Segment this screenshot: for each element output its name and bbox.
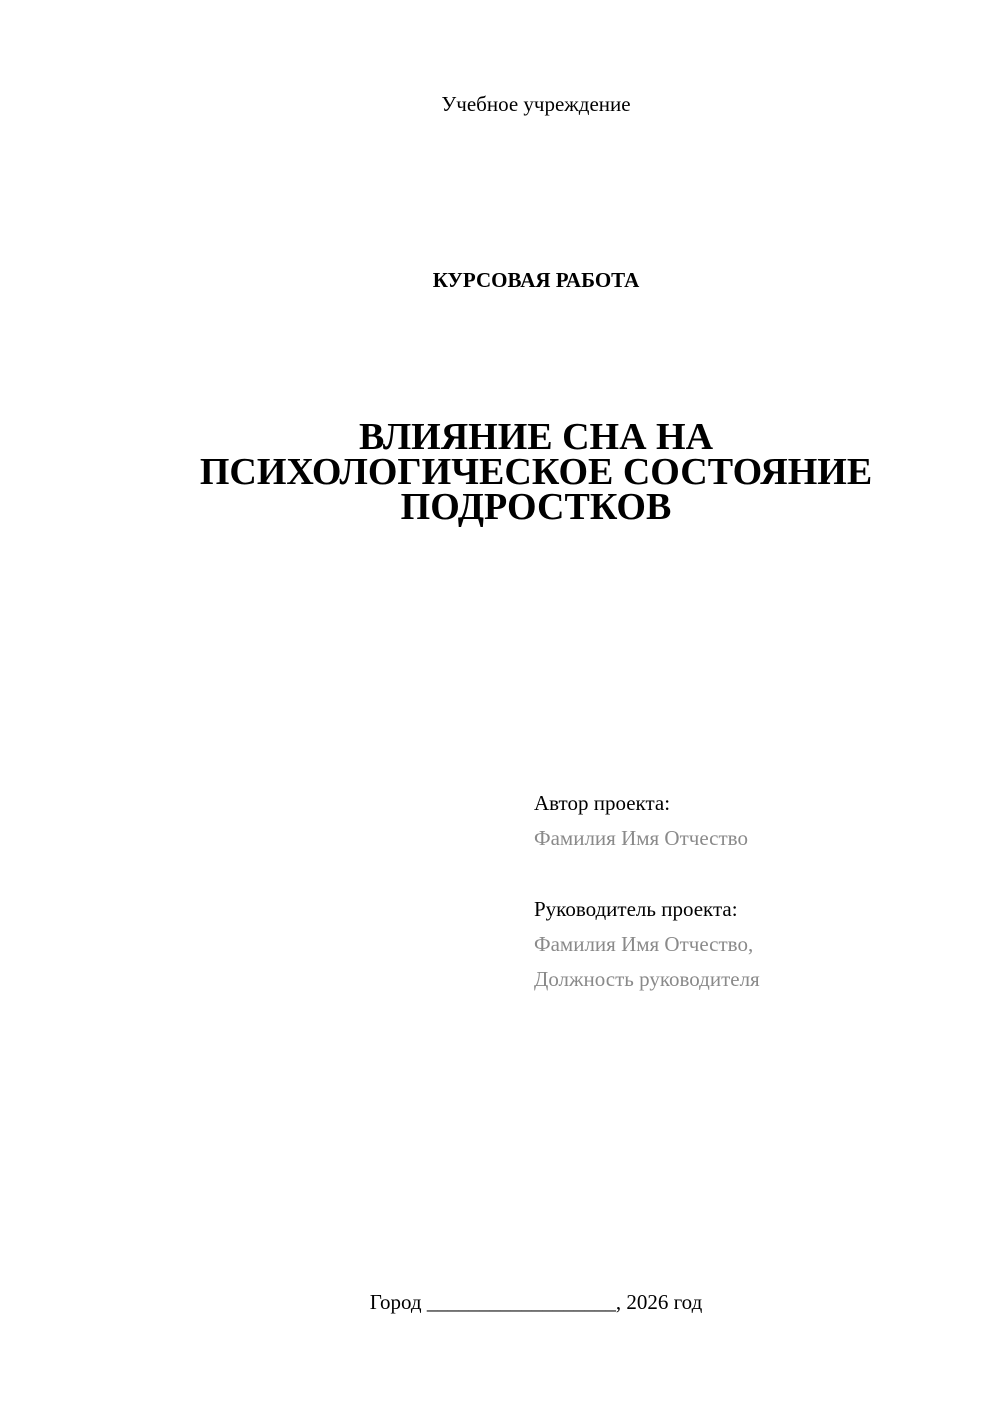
document-title xyxy=(0,416,1000,528)
city-year-line xyxy=(0,1290,1000,1315)
title-line: ПСИХОЛОГИЧЕСКОЕ СОСТОЯНИЕ xyxy=(199,451,873,493)
supervisor-name: Фамилия Имя Отчество, xyxy=(534,932,754,956)
city-blank: __________________ xyxy=(426,1290,616,1314)
author-label: Автор проекта: xyxy=(534,791,671,815)
city-label: Город xyxy=(369,1290,427,1314)
year: , 2026 год xyxy=(615,1290,703,1314)
supervisor-position: Должность руководителя xyxy=(534,967,760,991)
supervisor-label: Руководитель проекта: xyxy=(534,897,738,921)
author-block xyxy=(534,786,748,856)
title-line: ВЛИЯНИЕ СНА НА xyxy=(358,416,714,458)
author-name: Фамилия Имя Отчество xyxy=(534,826,748,850)
institution-name: Учебное учреждение xyxy=(441,92,631,116)
supervisor-block xyxy=(534,892,760,997)
title-line: ПОДРОСТКОВ xyxy=(400,486,672,528)
work-type: КУРСОВАЯ РАБОТА xyxy=(432,268,640,292)
